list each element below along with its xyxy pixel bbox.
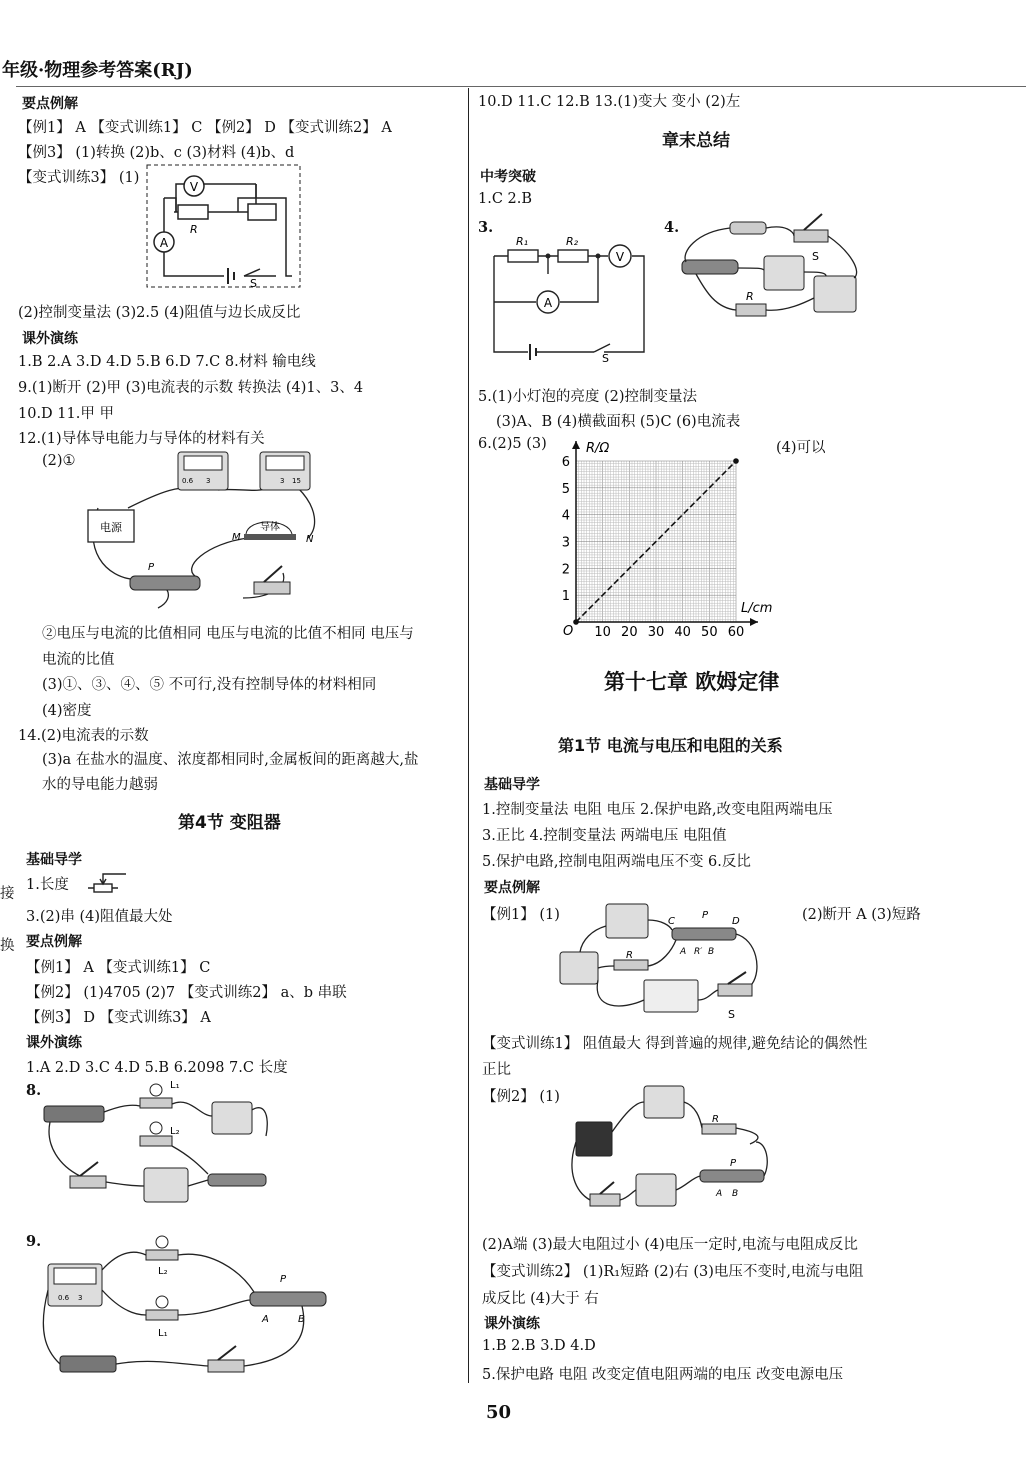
chart-x-axis-label: L/cm: [741, 601, 773, 616]
answer-line: (2)①: [42, 453, 76, 469]
meter-tick: 3: [280, 477, 285, 485]
y-axis-arrow: [572, 441, 580, 449]
x-tick-label: 10: [594, 625, 611, 640]
heading-key-points: 要点例解: [22, 96, 78, 112]
question-number-3: 3.: [478, 219, 494, 236]
y-tick-label: 2: [561, 562, 570, 578]
heading-basics: 基础导学: [26, 852, 82, 868]
slider-p-label: P: [730, 1158, 737, 1169]
terminal-c-label: C: [668, 916, 675, 927]
point-m-label: M: [232, 532, 241, 543]
side-char-a: 接: [0, 886, 15, 902]
answer-line: (4)密度: [42, 703, 92, 719]
page-header-title: 年级·物理参考答案(RJ): [2, 60, 193, 81]
terminal-b-label: B: [732, 1189, 739, 1199]
heading-exercises: 课外演练: [26, 1035, 82, 1051]
answer-line: (2)控制变量法 (3)2.5 (4)阻值与边长成反比: [18, 305, 301, 321]
answer-line: (3)A、B (4)横截面积 (5)C (6)电流表: [496, 414, 741, 430]
header-rule: [16, 86, 1026, 87]
question-number-4: 4.: [664, 219, 680, 236]
answer-line: 1.B 2.B 3.D 4.D: [482, 1338, 596, 1354]
x-tick-label: 60: [727, 625, 745, 640]
answer-line: 【变式训练3】 (1): [18, 170, 140, 186]
answer-line: 【例2】 (1)4705 (2)7 【变式训练2】 a、b 串联: [26, 985, 347, 1001]
answer-line: 10.D 11.甲 甲: [18, 406, 114, 422]
circuit-illustration-4: [676, 212, 862, 324]
page-number: 50: [486, 1402, 512, 1423]
data-point: [733, 458, 739, 464]
x-axis-arrow: [750, 618, 758, 626]
meter-tick: 3: [78, 1294, 83, 1302]
chart-origin-label: O: [563, 624, 574, 639]
slider-p-label: P: [280, 1274, 287, 1285]
data-point: [573, 619, 579, 625]
section-title-rheostat: 第4节 变阻器: [178, 813, 281, 833]
power-source-label: 电源: [100, 521, 122, 534]
answer-line: 3.正比 4.控制变量法 两端电压 电阻值: [482, 828, 727, 844]
question-number-8: 8.: [26, 1082, 42, 1099]
circuit-illustration-12: [78, 448, 328, 616]
side-char-b: 换: [0, 938, 15, 954]
meter-tick: 0.6: [58, 1294, 70, 1302]
answer-line: (2)A端 (3)最大电阻过小 (4)电压一定时,电流与电阻成反比: [482, 1237, 858, 1253]
answer-line: 5.保护电路 电阻 改变定值电阻两端的电压 改变电源电压: [482, 1367, 844, 1383]
point-n-label: N: [306, 534, 314, 545]
switch-label: S: [602, 352, 609, 362]
x-tick-label: 40: [674, 625, 691, 640]
answer-line: 电流的比值: [42, 652, 115, 668]
resistor-label: R: [746, 290, 754, 303]
terminal-a-label: A: [716, 1189, 723, 1199]
y-tick-label: 5: [561, 481, 570, 497]
terminal-b-label: B: [298, 1314, 305, 1325]
answer-line: 【例3】 D 【变式训练3】 A: [26, 1010, 211, 1026]
answer-line: 【变式训练1】 阻值最大 得到普遍的规律,避免结论的偶然性: [482, 1036, 868, 1052]
answer-line: 【例2】 (1): [482, 1089, 560, 1105]
answer-line: 1.B 2.A 3.D 4.D 5.B 6.D 7.C 8.材料 输电线: [18, 354, 316, 370]
answer-line: 14.(2)电流表的示数: [18, 728, 149, 744]
heading-basics: 基础导学: [484, 777, 540, 793]
answer-line: 12.(1)导体导电能力与导体的材料有关: [18, 431, 265, 447]
answer-line: 水的导电能力越弱: [42, 777, 158, 793]
circuit-diagram-3: [490, 228, 650, 362]
answer-line: 3.(2)串 (4)阻值最大处: [26, 909, 173, 925]
conductor-label: 导体: [260, 522, 280, 533]
y-tick-label: 4: [561, 508, 570, 524]
rheostat-symbol: [88, 872, 128, 896]
resistor-r1-label: R₁: [516, 235, 529, 248]
answer-line: (4)可以: [776, 440, 826, 456]
circuit-diagram-variant3: [146, 164, 302, 290]
r-vs-l-chart: [556, 434, 786, 644]
meter-tick: 3: [206, 477, 211, 485]
y-tick-label: 6: [561, 455, 570, 470]
answer-line: 【例3】 (1)转换 (2)b、c (3)材料 (4)b、d: [18, 145, 295, 161]
answer-line: 【例1】 A 【变式训练1】 C 【例2】 D 【变式训练2】 A: [18, 120, 392, 136]
meter-tick: 0.6: [182, 477, 194, 485]
answer-line: 5.(1)小灯泡的亮度 (2)控制变量法: [478, 389, 698, 405]
answer-line: 1.控制变量法 电阻 电压 2.保护电路,改变电阻两端电压: [482, 802, 833, 818]
y-tick-label: 3: [561, 535, 570, 551]
answer-line: 6.(2)5 (3): [478, 436, 547, 452]
answer-line: 【例1】 A 【变式训练1】 C: [26, 960, 211, 976]
x-tick-label: 50: [701, 625, 718, 640]
chapter-summary-title: 章末总结: [662, 131, 730, 151]
chapter-title: 第十七章 欧姆定律: [604, 670, 780, 694]
switch-label: S: [250, 277, 257, 290]
terminal-a-label: A: [262, 1314, 269, 1325]
slider-p-label: P: [702, 910, 709, 921]
circuit-illustration-8: [40, 1076, 280, 1206]
answer-line: (3)①、③、④、⑤ 不可行,没有控制导体的材料相同: [42, 677, 377, 693]
lamp-l2-label: L₂: [170, 1126, 180, 1137]
answer-line: 成反比 (4)大于 右: [482, 1291, 599, 1307]
answer-line: 10.D 11.C 12.B 13.(1)变大 变小 (2)左: [478, 94, 741, 110]
y-tick-label: 1: [561, 589, 570, 605]
answer-line: 正比: [482, 1062, 511, 1078]
voltmeter-label: V: [189, 180, 199, 194]
circuit-illustration-example1: [552, 900, 762, 1022]
ammeter-label: A: [159, 236, 169, 250]
heading-exercises: 课外演练: [22, 331, 78, 347]
slider-rp-label: R′: [694, 947, 703, 957]
switch-label: S: [728, 1008, 735, 1021]
circuit-illustration-example2: [566, 1082, 776, 1216]
resistor-r2-label: R₂: [566, 235, 579, 248]
terminal-b-label: B: [708, 947, 715, 957]
switch-label: S: [812, 250, 819, 263]
heading-key-points: 要点例解: [26, 934, 82, 950]
answer-line: 1.C 2.B: [478, 191, 533, 207]
answer-line: 5.保护电路,控制电阻两端电压不变 6.反比: [482, 854, 751, 870]
heading-key-points: 要点例解: [484, 880, 540, 896]
chart-y-axis-label: R/Ω: [586, 441, 610, 456]
voltmeter-label: V: [615, 250, 625, 264]
terminal-a-label: A: [680, 947, 687, 957]
terminal-d-label: D: [732, 916, 740, 927]
x-tick-label: 20: [621, 625, 638, 640]
resistor-label: R: [190, 223, 198, 236]
question-number-9: 9.: [26, 1233, 42, 1250]
resistor-label: R: [626, 950, 633, 961]
answer-line: 【例1】 (1): [482, 907, 560, 923]
heading-exercises: 课外演练: [484, 1316, 540, 1332]
answer-line: (2)断开 A (3)短路: [802, 907, 921, 923]
answer-line: ②电压与电流的比值相同 电压与电流的比值不相同 电压与: [42, 626, 414, 642]
answer-line: 【变式训练2】 (1)R₁短路 (2)右 (3)电压不变时,电流与电阻: [482, 1264, 864, 1280]
section-title-current-voltage: 第1节 电流与电压和电阻的关系: [558, 736, 783, 755]
answer-line: 1.长度: [26, 877, 69, 893]
slider-p-label: P: [148, 562, 155, 573]
answer-line: 1.A 2.D 3.C 4.D 5.B 6.2098 7.C 长度: [26, 1060, 288, 1076]
ammeter-label: A: [543, 296, 553, 310]
column-divider: [468, 88, 469, 1383]
heading-exam-breakthrough: 中考突破: [480, 169, 536, 185]
lamp-l1-label: L₁: [170, 1080, 180, 1091]
answer-line: (3)a 在盐水的温度、浓度都相同时,金属板间的距离越大,盐: [42, 752, 419, 768]
answer-line: 9.(1)断开 (2)甲 (3)电流表的示数 转换法 (4)1、3、4: [18, 380, 364, 396]
lamp-l2-label: L₂: [158, 1266, 168, 1277]
lamp-l1-label: L₁: [158, 1328, 168, 1339]
resistor-label: R: [712, 1114, 719, 1125]
meter-tick: 15: [292, 477, 301, 485]
x-tick-label: 30: [647, 625, 665, 640]
circuit-illustration-9: [40, 1230, 330, 1382]
